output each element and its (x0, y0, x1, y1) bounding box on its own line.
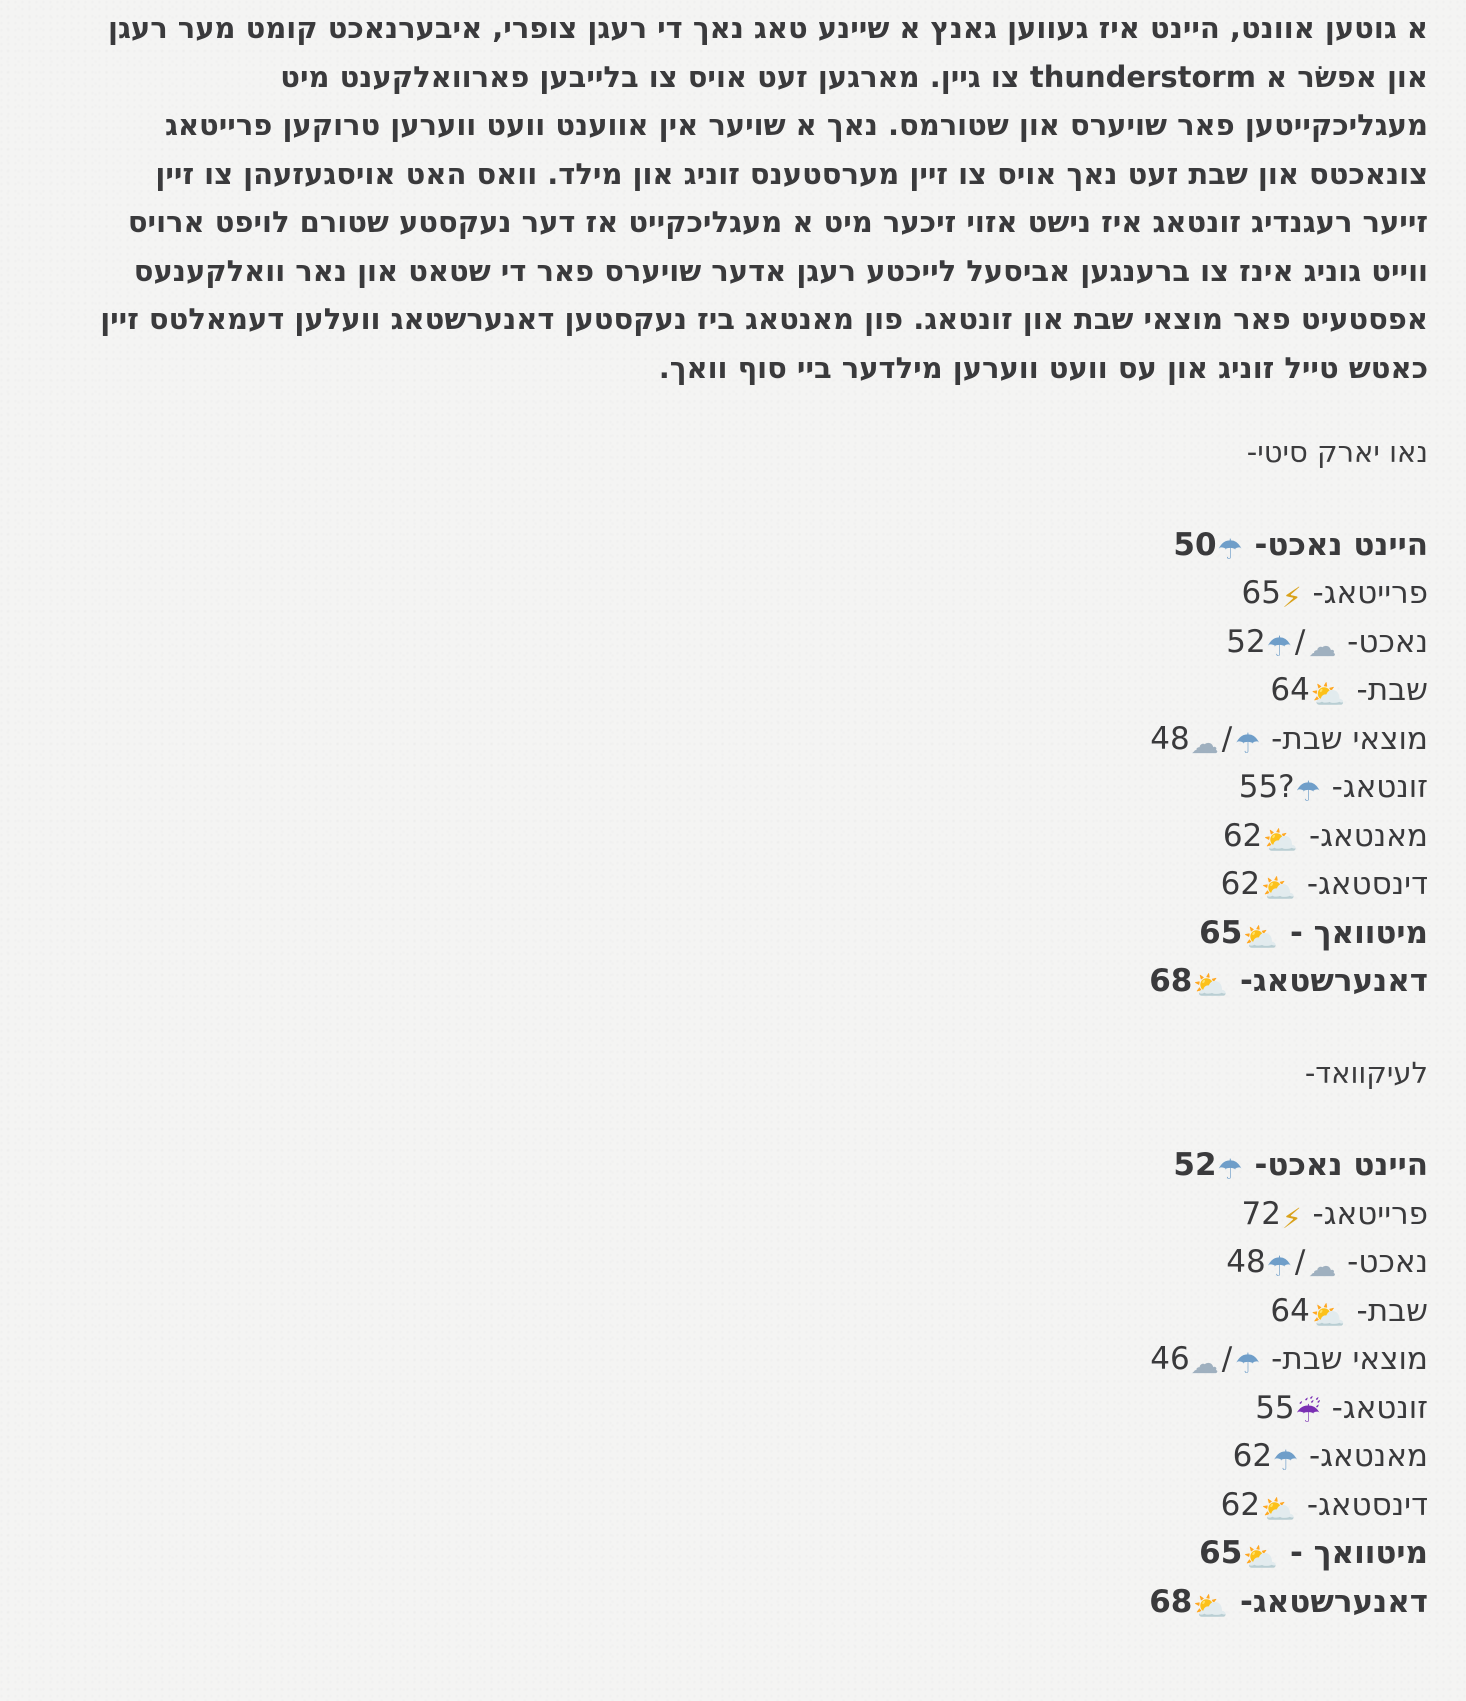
forecast-row (100, 1529, 1428, 1578)
day-forecast (1238, 769, 1322, 808)
day-label: מיטוואך - (1289, 914, 1428, 951)
partly-weather-icon: ⛅ (1263, 823, 1299, 857)
storm-weather-icon: ⚡ (1281, 581, 1302, 614)
temperature: 48 (1226, 1244, 1266, 1280)
day-label: מוצאי שבת- (1271, 720, 1428, 757)
forecast-row (100, 1335, 1428, 1384)
day-label: דאנערשטאג- (1240, 1583, 1428, 1620)
partly-weather-icon: ⛅ (1243, 1541, 1279, 1574)
drizzle-weather-icon: ☂ (1266, 629, 1292, 663)
partly-weather-icon: ⛅ (1310, 678, 1346, 711)
partly-weather-icon: ⛅ (1310, 1298, 1346, 1332)
forecast-row (100, 909, 1428, 958)
temperature: 55 (1255, 1389, 1295, 1426)
temperature: 68 (1149, 1583, 1193, 1620)
day-label: דינסטאג- (1306, 1486, 1428, 1523)
day-forecast (1226, 623, 1337, 663)
cloud-weather-icon: ☁ (1308, 1250, 1337, 1283)
day-forecast (1173, 526, 1243, 566)
forecast-row (100, 763, 1428, 812)
day-label: נאכט- (1347, 623, 1428, 660)
umbrella-weather-icon: ☔ (1295, 1395, 1321, 1429)
day-forecast (1220, 866, 1297, 905)
day-forecast (1150, 1341, 1261, 1380)
separator: / (1294, 623, 1306, 660)
forecast-row (100, 1384, 1428, 1433)
drizzle-weather-icon: ☂ (1217, 1153, 1243, 1186)
temperature: 68 (1149, 963, 1193, 999)
forecast-row (100, 1287, 1428, 1336)
day-forecast (1149, 963, 1229, 1002)
temperature: 62 (1220, 1486, 1261, 1523)
city-title-lakewood: לעיקוואד- (1304, 1055, 1428, 1090)
city-title-new-york: נאו יארק סיטי- (1246, 435, 1428, 469)
day-label: דינסטאג- (1306, 866, 1428, 902)
day-forecast (1199, 914, 1279, 954)
temperature: 48 (1150, 720, 1190, 757)
day-forecast (1220, 1486, 1297, 1526)
forecast-row (100, 860, 1428, 909)
day-forecast (1199, 1535, 1279, 1574)
day-label: זונטאג- (1331, 1389, 1428, 1426)
day-label: זונטאג- (1331, 769, 1428, 805)
day-label: פרייטאג- (1312, 575, 1428, 611)
separator: / (1221, 1341, 1233, 1377)
forecast-row (100, 666, 1428, 715)
forecast-row (100, 618, 1428, 667)
day-label: שבת- (1356, 1292, 1428, 1329)
forecast-row (100, 812, 1428, 861)
day-label: היינט נאכט- (1254, 1147, 1428, 1183)
separator: / (1221, 720, 1233, 757)
day-forecast (1241, 1195, 1303, 1235)
drizzle-weather-icon: ☂ (1235, 1347, 1261, 1380)
drizzle-weather-icon: ☂ (1295, 775, 1321, 808)
temperature: 64 (1270, 672, 1310, 708)
drizzle-weather-icon: ☂ (1266, 1250, 1292, 1283)
day-forecast (1222, 817, 1299, 857)
forecast-row (100, 1190, 1428, 1239)
forecast-row (100, 1141, 1428, 1190)
temperature: 62 (1232, 1438, 1273, 1474)
drizzle-weather-icon: ☂ (1217, 532, 1243, 566)
temperature: 52 (1226, 623, 1266, 660)
partly-weather-icon: ⛅ (1193, 1589, 1229, 1623)
day-label: מוצאי שבת- (1271, 1341, 1428, 1377)
partly-weather-icon: ⛅ (1193, 969, 1229, 1002)
day-forecast (1232, 1438, 1300, 1477)
forecast-row (100, 957, 1428, 1006)
day-label: מיטוואך - (1289, 1535, 1428, 1571)
partly-weather-icon: ⛅ (1243, 920, 1279, 954)
forecast-row (100, 569, 1428, 618)
drizzle-weather-icon: ☂ (1273, 1444, 1299, 1477)
forecast-row (100, 1238, 1428, 1287)
day-forecast (1226, 1244, 1337, 1283)
day-label: מאנטאג- (1309, 1438, 1428, 1474)
day-forecast (1149, 1583, 1229, 1623)
forecast-row (100, 715, 1428, 764)
day-label: דאנערשטאג- (1240, 963, 1428, 999)
temperature: 52 (1173, 1147, 1217, 1183)
forecast-row (100, 1578, 1428, 1627)
day-label: היינט נאכט- (1254, 526, 1428, 563)
temperature: 65 (1199, 914, 1243, 951)
temperature: 65 (1241, 575, 1281, 611)
temperature: 64 (1270, 1292, 1310, 1329)
day-forecast (1270, 1292, 1346, 1332)
temperature: 65 (1199, 1535, 1243, 1571)
forecast-row (100, 1481, 1428, 1530)
day-label: שבת- (1356, 672, 1428, 708)
temperature: 46 (1150, 1341, 1190, 1377)
drizzle-weather-icon: ☂ (1235, 726, 1261, 760)
cloud-weather-icon: ☁ (1308, 629, 1337, 663)
temperature: 55? (1238, 769, 1295, 805)
temperature: 50 (1173, 526, 1217, 563)
temperature: 62 (1220, 866, 1261, 902)
forecast-list-new-york (100, 521, 1428, 1006)
partly-weather-icon: ⛅ (1261, 1492, 1296, 1526)
partly-weather-icon: ⛅ (1261, 872, 1296, 905)
temperature: 72 (1241, 1195, 1281, 1232)
forecast-list-lakewood (100, 1141, 1428, 1626)
forecast-row (100, 521, 1428, 570)
separator: / (1294, 1244, 1306, 1280)
storm-weather-icon: ⚡ (1281, 1201, 1302, 1235)
cloud-weather-icon: ☁ (1190, 1347, 1219, 1380)
day-forecast (1255, 1389, 1322, 1429)
day-forecast (1150, 720, 1261, 760)
day-label: נאכט- (1347, 1244, 1428, 1280)
day-label: פרייטאג- (1312, 1195, 1428, 1232)
day-label: מאנטאג- (1309, 817, 1428, 854)
forecast-discussion: א גוטען אוונט, היינט איז געווען גאנץ א שיינע טאג נאך די רעגן צופרי, איבערנאכט קומט מער רעגן און אפשׂר א thunderstorm צו גיין. מארגען זעט אויס צו בלייבען פארוואלקענט מיט מעגליכקייטען פאר שויערס און שטורמס. נאך א שויער אין אווענט וועט ווערען טרוקען פרייטאג צונאכטס און שבת זעט נאך אויס צו זיין מערסטענס זוניג און מילד. וואס האט אויסגעזעהן צו זיין זייער רעגנדיג זונטאג איז נישט אזוי זיכער מיט א מעגליכקייט אז דער נעקסטע שטורם לויפט ארויס ווייט גוניג אינז צו ברענגען אביסעל לייכטע רעגן אדער שויערס פאר די שטאט און נאר וואלקענעס אפסטעיט פאר מוצאי שבת און זונטאג. פון מאנטאג ביז נעקסטען דאנערשטאג וועלען דעמאלטס זיין כאטש טייל זוניג און עס וועט ווערען מילדער ביי סוף וואך. (100, 11, 1428, 385)
temperature: 62 (1222, 817, 1263, 854)
day-forecast (1173, 1147, 1243, 1186)
day-forecast (1270, 672, 1346, 711)
forecast-row (100, 1432, 1428, 1481)
day-forecast (1241, 575, 1303, 614)
cloud-weather-icon: ☁ (1190, 726, 1219, 760)
